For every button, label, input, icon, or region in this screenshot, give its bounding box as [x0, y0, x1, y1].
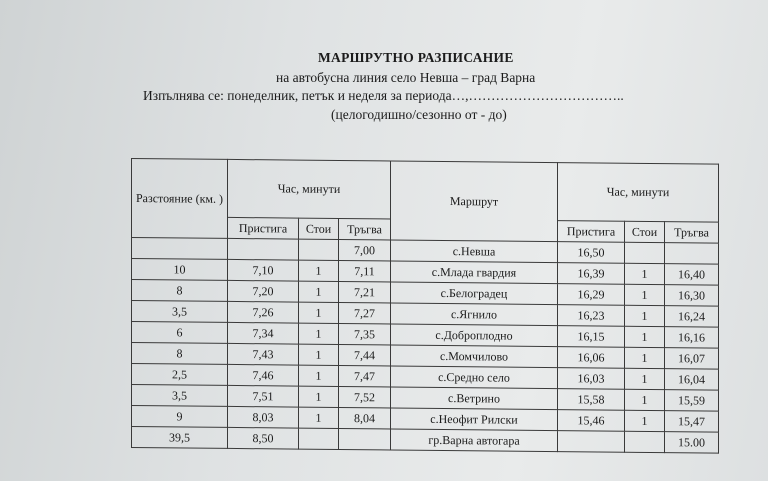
arrive-cell: 8,50 [228, 427, 299, 449]
depart-cell [665, 243, 719, 265]
depart-cell: 15,47 [665, 411, 719, 433]
depart-cell: 16,24 [665, 306, 719, 328]
route-cell: с.Невша [391, 240, 558, 263]
arrive-cell: 15,46 [558, 410, 625, 432]
stop-cell: 1 [625, 347, 665, 368]
stop-cell: 1 [625, 410, 665, 431]
distance-cell: 39,5 [132, 427, 228, 449]
stops-header-return: Стои [625, 221, 665, 242]
route-cell: гр.Варна автогара [391, 429, 558, 452]
depart-cell: 16,16 [665, 327, 719, 349]
depart-cell: 16,07 [665, 348, 719, 370]
depart-cell: 7,00 [339, 239, 391, 260]
schedule-table [131, 158, 719, 454]
arrive-cell: 7,51 [228, 385, 299, 407]
distance-cell: 8 [132, 343, 228, 365]
stop-cell: 1 [299, 407, 339, 428]
depart-cell: 7,35 [339, 323, 391, 344]
stop-cell [625, 242, 665, 263]
route-cell: с.Ягнило [391, 303, 558, 326]
arrive-cell [228, 238, 299, 260]
route-cell: с.Белоградец [391, 282, 558, 305]
depart-cell: 7,44 [339, 344, 391, 365]
distance-header: Разстояние (км. ) [132, 159, 228, 239]
stop-cell: 1 [299, 281, 339, 302]
distance-cell: 6 [132, 322, 228, 344]
stop-cell: 1 [625, 284, 665, 305]
route-cell: с.Ветрино [391, 387, 558, 410]
arrives-header-return: Пристига [558, 221, 625, 243]
operating-period-line: Изпълнява се: понеделник, петък и неделя за периода…,…………………………….. [143, 88, 624, 103]
route-cell: с.Момчилово [391, 345, 558, 368]
stop-cell: 1 [625, 263, 665, 284]
stop-cell: 1 [625, 305, 665, 326]
stop-cell: 1 [625, 326, 665, 347]
arrive-cell: 16,39 [558, 263, 625, 285]
arrive-cell: 7,43 [228, 343, 299, 365]
arrives-header-outbound: Пристига [228, 217, 299, 239]
route-cell: с.Доброплодно [391, 324, 558, 347]
arrive-cell: 16,03 [558, 368, 625, 390]
time-header-return: Час, минути [558, 163, 719, 223]
arrive-cell: 16,15 [558, 326, 625, 348]
arrive-cell: 7,26 [228, 301, 299, 323]
depart-cell: 16,40 [665, 264, 719, 286]
distance-cell: 3,5 [132, 385, 228, 407]
route-header: Маршрут [391, 161, 558, 242]
time-header-outbound: Час, минути [228, 159, 391, 219]
depart-cell: 7,21 [339, 281, 391, 302]
depart-cell: 15,59 [665, 390, 719, 412]
stop-cell: 1 [625, 389, 665, 410]
departs-header-return: Тръгва [665, 222, 719, 244]
distance-cell: 2,5 [132, 364, 228, 386]
arrive-cell: 7,20 [228, 280, 299, 302]
arrive-cell: 16,29 [558, 284, 625, 306]
stop-cell: 1 [299, 365, 339, 386]
depart-cell: 7,52 [339, 386, 391, 407]
stop-cell: 1 [625, 368, 665, 389]
route-cell: с.Млада гвардия [391, 261, 558, 284]
table-row [132, 427, 719, 454]
stop-cell: 1 [299, 260, 339, 281]
stop-cell [625, 431, 665, 452]
stop-cell [299, 428, 339, 449]
depart-cell [339, 428, 391, 449]
distance-cell: 3,5 [132, 301, 228, 323]
depart-cell: 7,47 [339, 365, 391, 386]
arrive-cell: 16,06 [558, 347, 625, 369]
distance-cell: 8 [132, 280, 228, 302]
bus-line-subtitle: на автобусна линия село Невша – град Варна [276, 70, 536, 85]
arrive-cell: 16,23 [558, 305, 625, 327]
stops-header-outbound: Стои [299, 218, 339, 239]
depart-cell: 15.00 [665, 432, 719, 454]
depart-cell: 8,04 [339, 407, 391, 428]
arrive-cell: 8,03 [228, 406, 299, 428]
arrive-cell: 16,50 [558, 242, 625, 264]
stop-cell: 1 [299, 344, 339, 365]
stop-cell: 1 [299, 302, 339, 323]
depart-cell: 16,04 [665, 369, 719, 391]
arrive-cell: 7,10 [228, 259, 299, 281]
document-title: МАРШРУТНО РАЗПИСАНИЕ [318, 50, 514, 65]
stop-cell: 1 [299, 386, 339, 407]
distance-cell: 10 [132, 259, 228, 281]
route-cell: с.Неофит Рилски [391, 408, 558, 431]
season-note: (целогодишно/сезонно от - до) [331, 107, 507, 122]
distance-cell: 9 [132, 406, 228, 428]
arrive-cell: 7,46 [228, 364, 299, 386]
arrive-cell: 15,58 [558, 389, 625, 411]
distance-cell [132, 238, 228, 260]
arrive-cell: 7,34 [228, 322, 299, 344]
arrive-cell [558, 431, 625, 453]
route-cell: с.Средно село [391, 366, 558, 389]
departs-header-outbound: Тръгва [339, 218, 391, 239]
stop-cell [299, 239, 339, 260]
depart-cell: 7,27 [339, 302, 391, 323]
stop-cell: 1 [299, 323, 339, 344]
depart-cell: 16,30 [665, 285, 719, 307]
depart-cell: 7,11 [339, 260, 391, 281]
